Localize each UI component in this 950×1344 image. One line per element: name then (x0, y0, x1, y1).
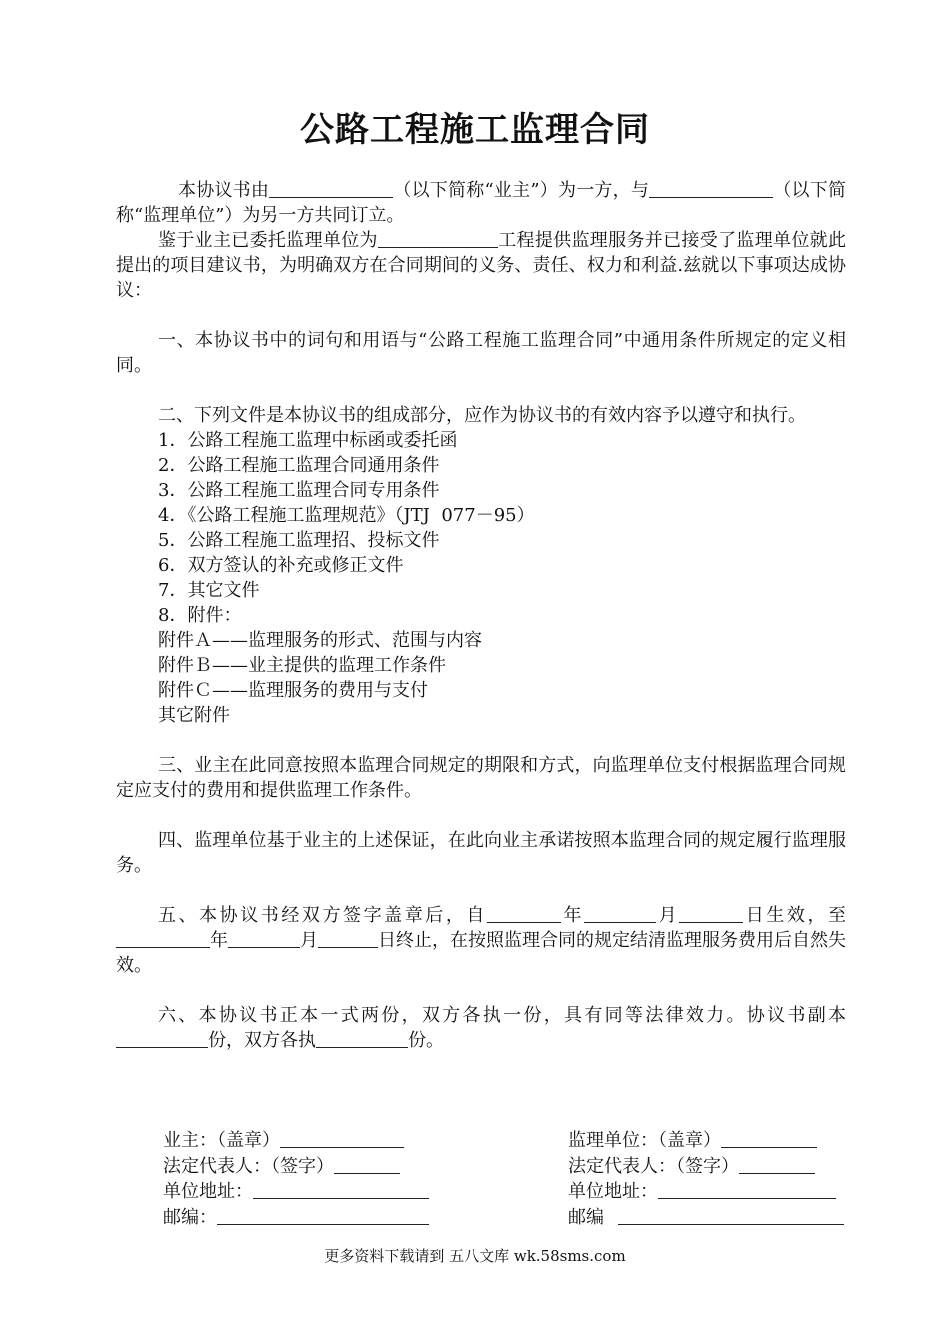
intro-text: 本协议书由 (178, 180, 270, 201)
clause-2: 二、下列文件是本协议书的组成部分，应作为协议书的有效内容予以遵守和执行。 (158, 405, 806, 426)
end-month-blank (228, 929, 300, 948)
owner-address-label: 单位地址： (163, 1181, 253, 1202)
year-label: 年 (560, 905, 585, 926)
supervisor-address-blank (658, 1180, 836, 1199)
list-item: 2．公路工程施工监理合同通用条件 (158, 455, 440, 476)
owner-signature-block (163, 1128, 429, 1230)
copies-count-blank (116, 1029, 208, 1048)
clause-text: 份。 (408, 1030, 444, 1051)
document-body (116, 178, 846, 1053)
owner-name-blank (269, 179, 393, 198)
start-year-blank (487, 904, 561, 923)
supervisor-name-blank (649, 179, 773, 198)
clause-text: 日终止，在按照监理合同的规定结清监理服务费用后自然失效。 (116, 930, 846, 976)
list-item: 附件Ｂ——业主提供的监理工作条件 (158, 655, 446, 676)
copies-each-blank (316, 1029, 408, 1048)
start-month-blank (584, 904, 656, 923)
supervisor-postcode-blank (618, 1206, 844, 1225)
supervisor-seal-blank (721, 1129, 817, 1148)
clause-5 (116, 903, 846, 978)
project-name-blank (378, 229, 498, 248)
end-year-blank (116, 929, 210, 948)
clause-text: 份，双方各执 (208, 1030, 316, 1051)
clause-6 (116, 1003, 846, 1053)
owner-seal-label: 业主：（盖章） (163, 1130, 280, 1151)
list-item: 5．公路工程施工监理招、投标文件 (158, 530, 440, 551)
owner-seal-blank (280, 1129, 404, 1148)
clause-1: 一、本协议书中的词句和用语与“公路工程施工监理合同”中通用条件所规定的定义相同。 (116, 330, 846, 376)
list-item: 附件Ａ——监理服务的形式、范围与内容 (158, 630, 482, 651)
month-label: 月 (300, 930, 318, 951)
intro-text: 工程提供监理服务并已接受了监理单位就此提出的项目建议书，为明确双方在合同期间的义务、责任、权力和利益.兹就以下事项达成协议： (116, 230, 847, 301)
end-day-blank (318, 929, 378, 948)
list-item: 附件Ｃ——监理服务的费用与支付 (158, 680, 428, 701)
clause-text: 六、本协议书正本一式两份，双方各执一份，具有同等法律效力。协议书副本 (158, 1005, 846, 1026)
intro-text: 鉴于业主已委托监理单位为 (158, 230, 378, 251)
supervisor-rep-blank (739, 1155, 815, 1174)
list-item: 3．公路工程施工监理合同专用条件 (158, 480, 440, 501)
start-day-blank (679, 904, 743, 923)
intro-paragraph-1 (116, 178, 846, 228)
supervisor-address-label: 单位地址： (568, 1181, 658, 1202)
list-item: 7．其它文件 (158, 580, 260, 601)
list-item: 其它附件 (158, 705, 230, 726)
intro-text: （以下简称“业主”）为一方，与 (393, 180, 650, 201)
owner-address-blank (253, 1180, 429, 1199)
owner-postcode-label: 邮编： (163, 1206, 217, 1228)
document-title: 公路工程施工监理合同 (300, 110, 650, 150)
document-list (116, 428, 846, 728)
intro-paragraph-2 (116, 228, 846, 303)
supervisor-seal-label: 监理单位：（盖章） (568, 1130, 721, 1151)
year-label: 年 (210, 930, 228, 951)
list-item: 6．双方签认的补充或修正文件 (158, 555, 404, 576)
month-label: 月 (656, 905, 680, 926)
supervisor-postcode-label: 邮编 (568, 1206, 604, 1228)
owner-rep-blank (334, 1155, 400, 1174)
clause-4: 四、监理单位基于业主的上述保证，在此向业主承诺按照本监理合同的规定履行监理服务。 (116, 830, 846, 876)
clause-3: 三、业主在此同意按照本监理合同规定的期限和方式，向监理单位支付根据监理合同规定应支付的费用和提供监理工作条件。 (116, 755, 846, 801)
list-item: 1．公路工程施工监理中标函或委托函 (158, 430, 458, 451)
supervisor-rep-label: 法定代表人：（签字） (568, 1155, 739, 1177)
supervisor-signature-block (568, 1128, 844, 1230)
intro-text: （以下简称“监理单位”）为另一方共同订立。 (116, 180, 847, 226)
footer-note: 更多资料下载请到 五八文库 wk.58sms.com (324, 1247, 626, 1265)
owner-rep-label: 法定代表人：（签字） (163, 1155, 334, 1177)
list-item: 4．《公路工程施工监理规范》（JTJ 077－95） (158, 505, 535, 526)
owner-postcode-blank (217, 1206, 429, 1225)
clause-text: 日生效，至 (743, 905, 847, 926)
clause-text: 五、本协议书经双方签字盖章后，自 (158, 905, 487, 926)
list-item: 8．附件： (158, 605, 242, 626)
